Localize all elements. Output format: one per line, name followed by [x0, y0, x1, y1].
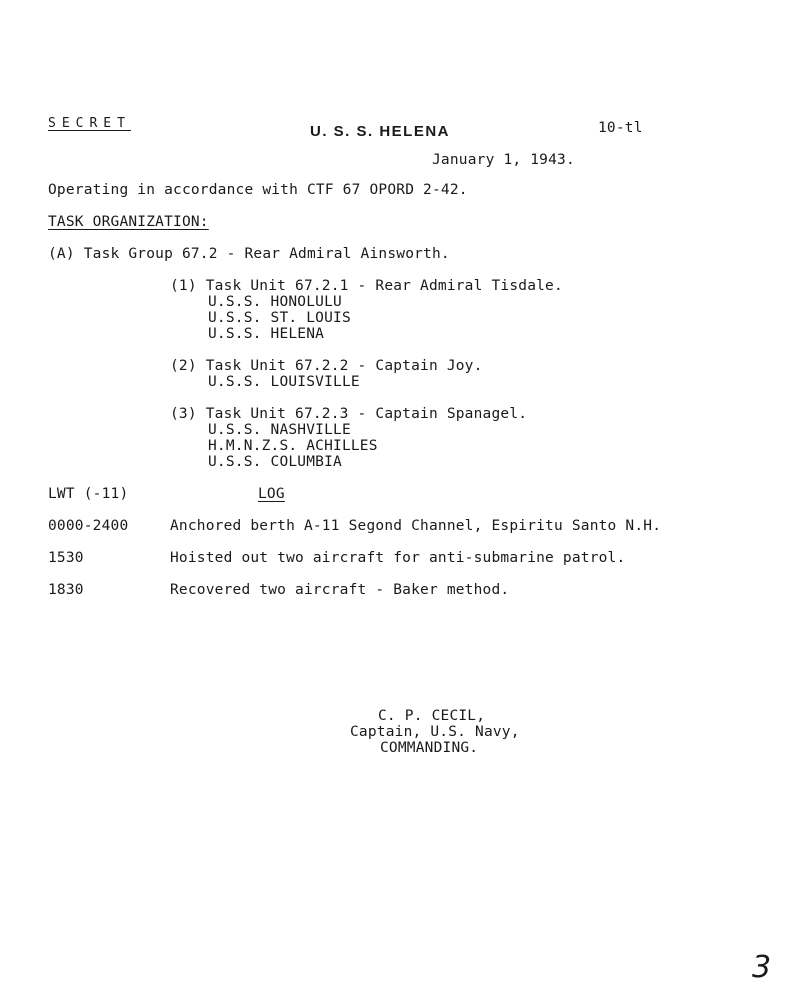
task-unit-line: (2) Task Unit 67.2.2 - Captain Joy. — [170, 358, 483, 374]
task-group-line: (A) Task Group 67.2 - Rear Admiral Ainsworth. — [48, 246, 450, 262]
signature-name: C. P. CECIL, — [378, 708, 486, 724]
ship-name: U.S.S. NASHVILLE — [208, 422, 351, 438]
intro-line: Operating in accordance with CTF 67 OPORD 2-42. — [48, 182, 468, 198]
ship-name: U.S.S. ST. LOUIS — [208, 310, 351, 326]
log-entry-text: Anchored berth A-11 Segond Channel, Espiritu Santo N.H. — [170, 518, 662, 534]
task-unit-line: (3) Task Unit 67.2.3 - Captain Spanagel. — [170, 406, 528, 422]
signature-rank: Captain, U.S. Navy, — [350, 724, 520, 740]
ship-name: U.S.S. COLUMBIA — [208, 454, 342, 470]
ship-name: U.S.S. LOUISVILLE — [208, 374, 360, 390]
time-zone-label: LWT (-11) — [48, 486, 129, 502]
ship-name: U.S.S. HELENA — [208, 326, 325, 342]
log-heading: LOG — [258, 486, 285, 502]
document-date: January 1, 1943. — [432, 152, 575, 168]
signature-title: COMMANDING. — [380, 740, 479, 756]
document-reference: 10-tl — [598, 120, 643, 136]
page-number: 3 — [752, 950, 772, 985]
log-entry-time: 1530 — [48, 550, 84, 566]
log-entry-text: Recovered two aircraft - Baker method. — [170, 582, 510, 598]
task-unit-line: (1) Task Unit 67.2.1 - Rear Admiral Tisdale. — [170, 278, 563, 294]
log-entry-time: 1830 — [48, 582, 84, 598]
classification-label: SECRET — [48, 116, 131, 131]
ship-title: U. S. S. HELENA — [310, 123, 451, 140]
task-organization-heading: TASK ORGANIZATION: — [48, 214, 209, 230]
log-entry-time: 0000-2400 — [48, 518, 129, 534]
ship-name: H.M.N.Z.S. ACHILLES — [208, 438, 378, 454]
ship-name: U.S.S. HONOLULU — [208, 294, 342, 310]
log-entry-text: Hoisted out two aircraft for anti-submarine patrol. — [170, 550, 626, 566]
